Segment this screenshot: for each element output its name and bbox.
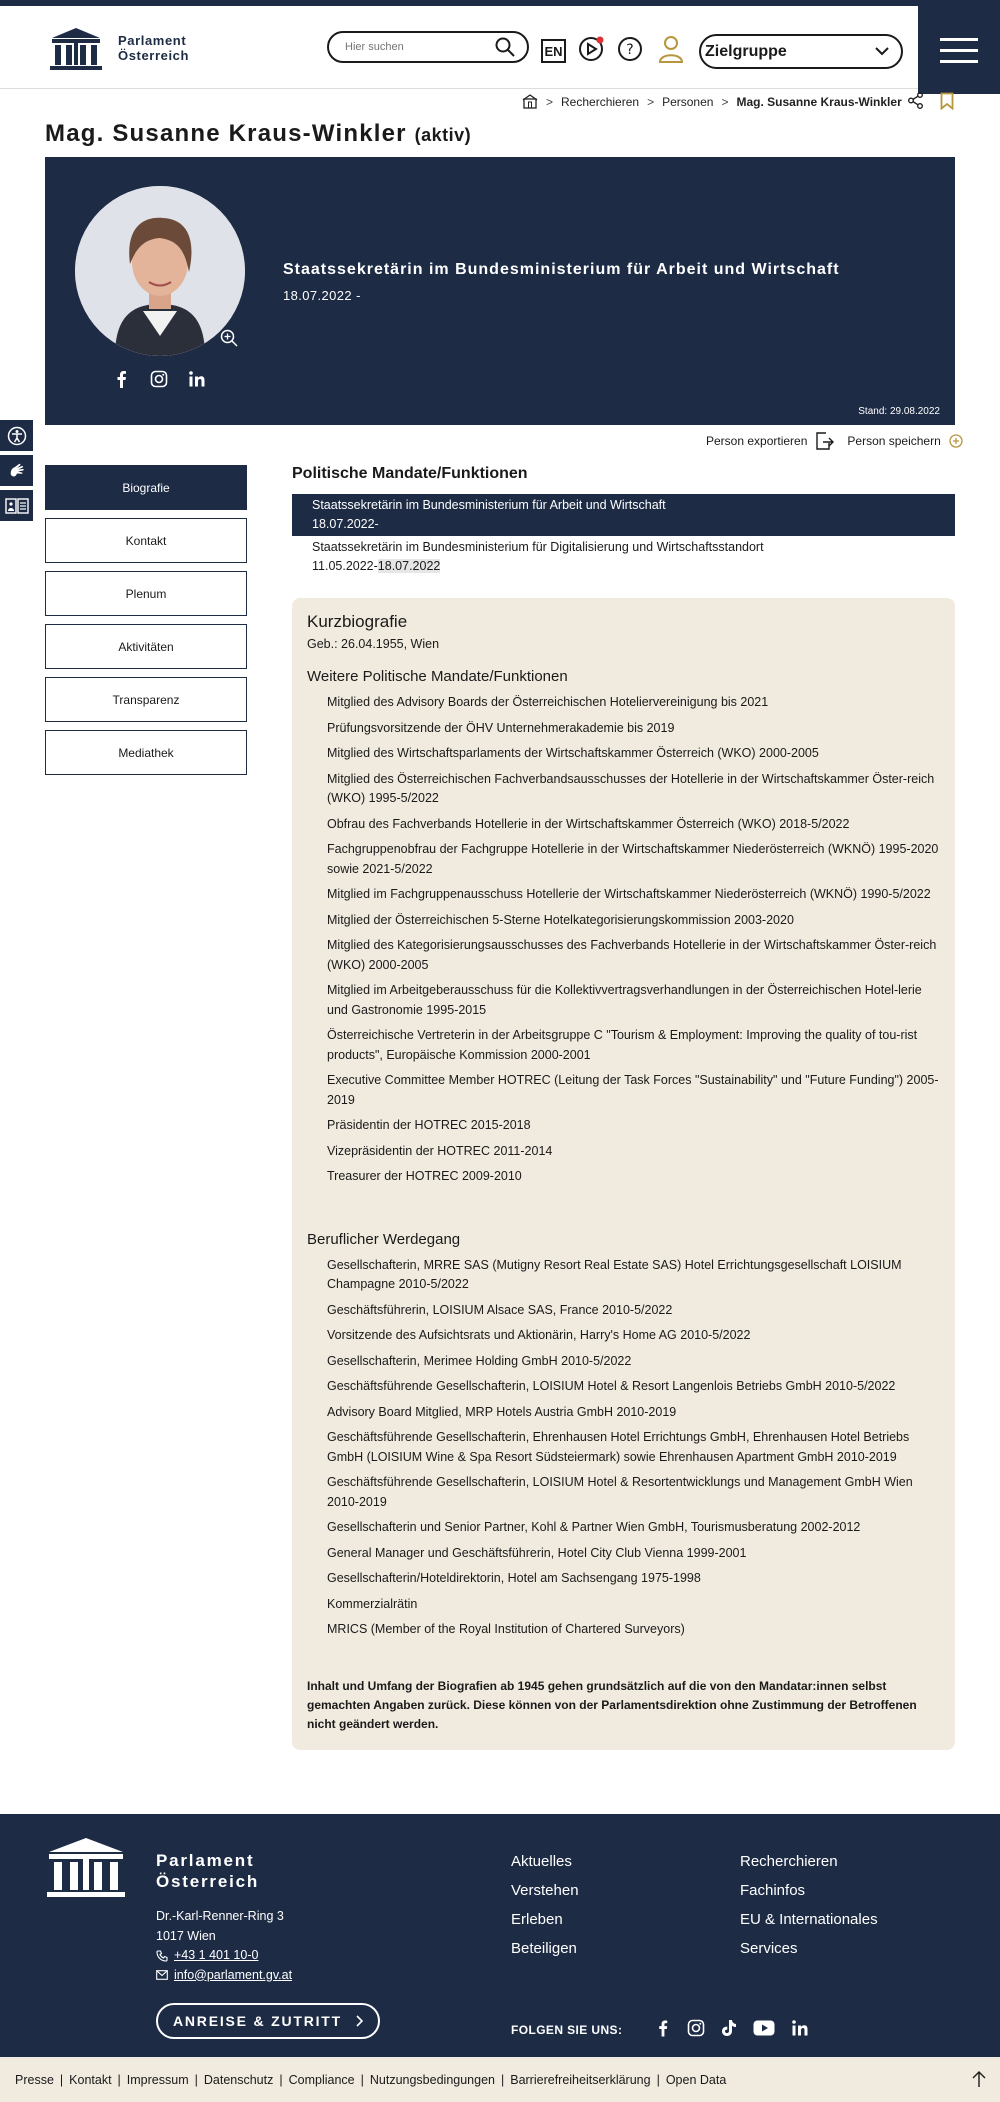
legal-link[interactable]: Datenschutz <box>203 2072 274 2087</box>
footer-link-beteiligen[interactable]: Beteiligen <box>511 1940 577 1957</box>
bookmark-icon[interactable] <box>940 92 954 110</box>
mandate-date: 18.07.2022- <box>312 517 379 531</box>
footer-link-aktuelles[interactable]: Aktuelles <box>511 1853 572 1870</box>
list-item: Fachgruppenobfrau der Fachgruppe Hotellerie in der Wirtschaftskammer Niederösterreich (WKNÖ) 1995-2020 sowie 2021-5/2022 <box>327 842 939 876</box>
list-item: Obfrau des Fachverbands Hotellerie in der Wirtschaftskammer Österreich (WKO) 2018-5/2022 <box>327 816 850 831</box>
biography-disclaimer: Inhalt und Umfang der Biografien ab 1945 gehen grundsätzlich auf die von den Mandatar:innen selbst gemachten Angaben zurück. Diese können von der Parlamentsdirektion ohne Zustimmung der Betroffenen nicht geändert werden. <box>307 1678 917 1731</box>
footer-link-fachinfos[interactable]: Fachinfos <box>740 1882 806 1899</box>
logo-line1: Parlament <box>118 33 187 48</box>
language-switch-button[interactable]: EN <box>541 39 566 63</box>
mandate-date-end: 18.07.2022 <box>377 559 441 573</box>
export-person-link[interactable]: Person exportieren <box>706 434 808 448</box>
legal-link[interactable]: Impressum <box>126 2072 189 2087</box>
search-box <box>327 31 529 63</box>
legal-link[interactable]: Open Data <box>665 2072 727 2087</box>
footer-nav-col1 <box>511 1847 579 1963</box>
target-group-label: Zielgruppe <box>705 42 787 60</box>
breadcrumb <box>522 94 902 109</box>
mandates-title: Politische Mandate/Funktionen <box>292 465 528 482</box>
search-input[interactable] <box>345 41 495 53</box>
anreise-label: ANREISE & ZUTRITT <box>172 2013 343 2029</box>
follow-us-label: FOLGEN SIE UNS: <box>511 2023 623 2037</box>
section-nav <box>45 465 247 783</box>
list-item: Prüfungsvorsitzende der ÖHV Unternehmerakademie bis 2019 <box>327 720 675 735</box>
search-icon[interactable] <box>495 37 515 57</box>
nav-item-plenum[interactable]: Plenum <box>45 571 247 616</box>
list-item: Mitglied des Wirtschaftsparlaments der Wirtschaftskammer Österreich (WKO) 2000-2005 <box>327 746 819 760</box>
link-separator: | <box>279 2072 283 2087</box>
instagram-icon[interactable] <box>150 370 168 388</box>
legal-link[interactable]: Compliance <box>288 2072 355 2087</box>
legal-link[interactable]: Presse <box>15 2072 54 2087</box>
media-play-icon[interactable] <box>578 36 604 62</box>
link-separator: | <box>500 2072 505 2087</box>
easy-language-button[interactable] <box>0 490 33 521</box>
breadcrumb-current: Mag. Susanne Kraus-Winkler <box>736 94 902 109</box>
legal-link[interactable]: Kontakt <box>69 2072 112 2087</box>
list-item: Geschäftsführende Gesellschafterin, LOISIUM Hotel & Resort Langenlois Betriebs GmbH 2010-5/2022 <box>327 1379 896 1393</box>
footer-street: Dr.-Karl-Renner-Ring 3 <box>156 1909 284 1923</box>
birth-info: Geb.: 26.04.1955, Wien <box>307 637 440 651</box>
footer-brand <box>156 1850 259 1892</box>
easy-language-book-icon <box>5 497 29 515</box>
nav-item-aktivitaeten[interactable]: Aktivitäten <box>45 624 247 669</box>
email-icon <box>156 1970 168 1980</box>
footer-phone-link[interactable]: +43 1 401 10-0 <box>174 1948 259 1962</box>
list-item: Gesellschafterin, MRRE SAS (Mutigny Resort Real Estate SAS) Hotel Errichtungsgesellschaft LOISIUM Champagne 2010-5/2022 <box>327 1257 902 1291</box>
mandate-date <box>312 557 935 576</box>
link-separator: | <box>360 2072 364 2087</box>
list-item: Mitglied des Österreichischen Fachverbandsausschusses der Hotellerie in der Wirtschaftskammer Öster-reich (WKO) 1995-5/2022 <box>327 771 935 805</box>
mandate-title: Staatssekretärin im Bundesministerium für Arbeit und Wirtschaft <box>312 498 666 512</box>
data-as-of-date: Stand: 29.08.2022 <box>858 406 940 417</box>
footer-email-row <box>156 1966 292 1986</box>
parliament-building-icon <box>48 26 104 70</box>
facebook-icon[interactable] <box>113 370 130 388</box>
list-item: Geschäftsführerin, LOISIUM Alsace SAS, France 2010-5/2022 <box>327 1302 673 1317</box>
person-hero <box>45 157 955 425</box>
page-title <box>45 120 471 148</box>
breadcrumb-link-personen[interactable]: Personen <box>662 94 714 109</box>
help-icon[interactable] <box>617 36 643 62</box>
short-biography <box>292 598 955 1750</box>
list-item: Treasurer der HOTREC 2009-2010 <box>327 1169 522 1183</box>
career-list <box>307 1256 940 1640</box>
footer-link-verstehen[interactable]: Verstehen <box>511 1882 579 1899</box>
list-item: Vizepräsidentin der HOTREC 2011-2014 <box>327 1143 553 1158</box>
footer-address <box>156 1907 292 1985</box>
mandate-item <box>292 494 955 536</box>
footer-email-link[interactable]: info@parlament.gv.at <box>174 1967 293 1982</box>
footer-brand-line1: Parlament <box>156 1851 255 1870</box>
mandate-date-start: 11.05.2022- <box>312 559 378 573</box>
footer-brand-line2: Österreich <box>156 1872 260 1891</box>
footer-phone-row <box>156 1946 292 1966</box>
site-footer <box>0 1814 1000 2057</box>
person-name: Mag. Susanne Kraus-Winkler <box>45 120 407 147</box>
hamburger-menu-button[interactable] <box>918 6 1000 94</box>
tiktok-icon[interactable] <box>721 2019 737 2037</box>
sign-language-icon <box>7 461 27 481</box>
footer-nav-col2 <box>740 1847 878 1963</box>
menu-bar <box>940 38 978 41</box>
target-group-select[interactable] <box>699 34 903 69</box>
chevron-right-icon <box>356 2015 363 2027</box>
list-item: Mitglied im Arbeitgeberausschuss für die Kollektivvertragsverhandlungen in der Österreichischen Hotel-lerie und Gastronomie 1995-2015 <box>327 983 922 1017</box>
instagram-icon[interactable] <box>687 2019 705 2037</box>
legal-link[interactable]: Barrierefreiheitserklärung <box>510 2072 651 2087</box>
breadcrumb-separator: > <box>721 94 729 109</box>
parliament-building-icon[interactable] <box>45 1836 127 1898</box>
further-mandates-list <box>307 693 940 1187</box>
further-mandates-title: Weitere Politische Mandate/Funktionen <box>307 668 568 685</box>
chevron-down-icon <box>875 47 889 56</box>
menu-bar <box>940 60 978 63</box>
site-header <box>0 6 1000 89</box>
linkedin-icon[interactable] <box>791 2019 809 2037</box>
list-item: Geschäftsführende Gesellschafterin, Ehrenhausen Hotel Errichtungs GmbH, Ehrenhausen Hotel Betriebs GmbH (LOISIUM Wine & Spa Resort Südsteiermark) sowie Ehrenhausen Apartment GmbH 2010-2019 <box>327 1430 910 1464</box>
save-person-link[interactable]: Person speichern <box>847 434 941 448</box>
current-role-date: 18.07.2022 - <box>283 288 361 303</box>
logo-text <box>118 33 189 63</box>
link-separator: | <box>117 2072 121 2087</box>
logo-line2: Österreich <box>118 48 190 63</box>
list-item: General Manager und Geschäftsführerin, Hotel City Club Vienna 1999-2001 <box>327 1545 747 1560</box>
arrow-up-icon[interactable] <box>972 2070 986 2088</box>
current-role: Staatssekretärin im Bundesministerium für Arbeit und Wirtschaft <box>283 261 840 278</box>
legal-links-bar <box>0 2057 1000 2102</box>
menu-bar <box>940 49 978 52</box>
breadcrumb-link-recherchieren[interactable]: Recherchieren <box>561 94 640 109</box>
footer-link-erleben[interactable]: Erleben <box>511 1911 563 1928</box>
footer-city: 1017 Wien <box>156 1928 216 1943</box>
legal-link[interactable]: Nutzungsbedingungen <box>369 2072 495 2087</box>
list-item: Mitglied des Kategorisierungsausschusses des Fachverbands Hotellerie in der Wirtschaftskammer Öster-reich (WKO) 2000-2005 <box>327 938 937 972</box>
parliament-logo[interactable] <box>48 26 189 70</box>
page-actions <box>907 92 954 110</box>
career-title: Beruflicher Werdegang <box>307 1230 461 1248</box>
footer-link-recherchieren[interactable]: Recherchieren <box>740 1853 838 1870</box>
facebook-icon[interactable] <box>655 2019 671 2037</box>
export-icon[interactable] <box>815 432 835 450</box>
footer-link-services[interactable]: Services <box>740 1940 798 1957</box>
list-item: Mitglied im Fachgruppenausschuss Hotellerie der Wirtschaftskammer Niederösterreich (WKNÖ) 1990-5/2022 <box>327 887 931 901</box>
list-item: Executive Committee Member HOTREC (Leitung der Task Forces "Sustainability" und "Future Funding") 2005-2019 <box>327 1073 939 1107</box>
anreise-zutritt-button[interactable] <box>156 2003 380 2039</box>
zoom-in-icon[interactable] <box>220 329 238 347</box>
list-item: Geschäftsführende Gesellschafterin, LOISIUM Hotel & Resortentwicklungs und Management GmbH Wien 2010-2019 <box>327 1475 913 1509</box>
share-icon[interactable] <box>907 92 924 109</box>
link-separator: | <box>656 2072 660 2087</box>
nav-item-transparenz[interactable]: Transparenz <box>45 677 247 722</box>
legal-links <box>15 2073 726 2087</box>
person-social-links <box>113 370 206 388</box>
nav-item-biografie[interactable]: Biografie <box>45 465 247 510</box>
user-icon[interactable] <box>658 36 684 62</box>
link-separator: | <box>59 2072 64 2087</box>
list-item: Österreichische Vertreterin in der Arbeitsgruppe C "Tourism & Employment: Improving the quality of tou-rist products", Europäische Kommission 2000-2001 <box>327 1028 918 1062</box>
nav-item-mediathek[interactable]: Mediathek <box>45 730 247 775</box>
list-item: Advisory Board Mitglied, MRP Hotels Austria GmbH 2010-2019 <box>327 1404 677 1419</box>
export-save-actions <box>706 432 963 450</box>
mandate-item <box>292 536 955 578</box>
breadcrumb-separator: > <box>647 94 655 109</box>
accessibility-button[interactable] <box>0 420 33 451</box>
list-item: Präsidentin der HOTREC 2015-2018 <box>327 1118 531 1132</box>
breadcrumb-separator: > <box>546 94 554 109</box>
footer-link-eu-internationales[interactable]: EU & Internationales <box>740 1911 878 1928</box>
youtube-icon[interactable] <box>753 2020 775 2036</box>
accessibility-icon <box>7 426 27 446</box>
sign-language-button[interactable] <box>0 455 33 486</box>
bio-title: Kurzbiografie <box>307 612 408 631</box>
list-item: Kommerzialrätin <box>327 1596 418 1611</box>
nav-item-kontakt[interactable]: Kontakt <box>45 518 247 563</box>
home-icon[interactable] <box>522 94 538 109</box>
list-item: Gesellschafterin und Senior Partner, Kohl & Partner Wien GmbH, Tourismusberatung 2002-2012 <box>327 1520 861 1534</box>
person-status: (aktiv) <box>414 125 472 145</box>
svg-text:?: ? <box>626 42 634 58</box>
list-item: Vorsitzende des Aufsichtsrats und Aktionärin, Harry's Home AG 2010-5/2022 <box>327 1328 751 1342</box>
linkedin-icon[interactable] <box>188 370 206 388</box>
footer-social-links <box>655 2019 809 2037</box>
link-separator: | <box>194 2072 198 2087</box>
add-circle-icon[interactable] <box>949 434 963 448</box>
list-item: Gesellschafterin/Hoteldirektorin, Hotel am Sachsengang 1975-1998 <box>327 1571 701 1585</box>
mandate-title: Staatssekretärin im Bundesministerium für Digitalisierung und Wirtschaftsstandort <box>312 540 764 554</box>
list-item: Mitglied des Advisory Boards der Österreichischen Hoteliervereinigung bis 2021 <box>327 695 769 709</box>
list-item: Gesellschafterin, Merimee Holding GmbH 2010-5/2022 <box>327 1353 632 1368</box>
list-item: MRICS (Member of the Royal Institution of Chartered Surveyors) <box>327 1622 685 1636</box>
list-item: Mitglied der Österreichischen 5-Sterne Hotelkategorisierungskommission 2003-2020 <box>327 912 794 927</box>
main-content <box>292 465 955 1750</box>
phone-icon <box>156 1950 168 1962</box>
